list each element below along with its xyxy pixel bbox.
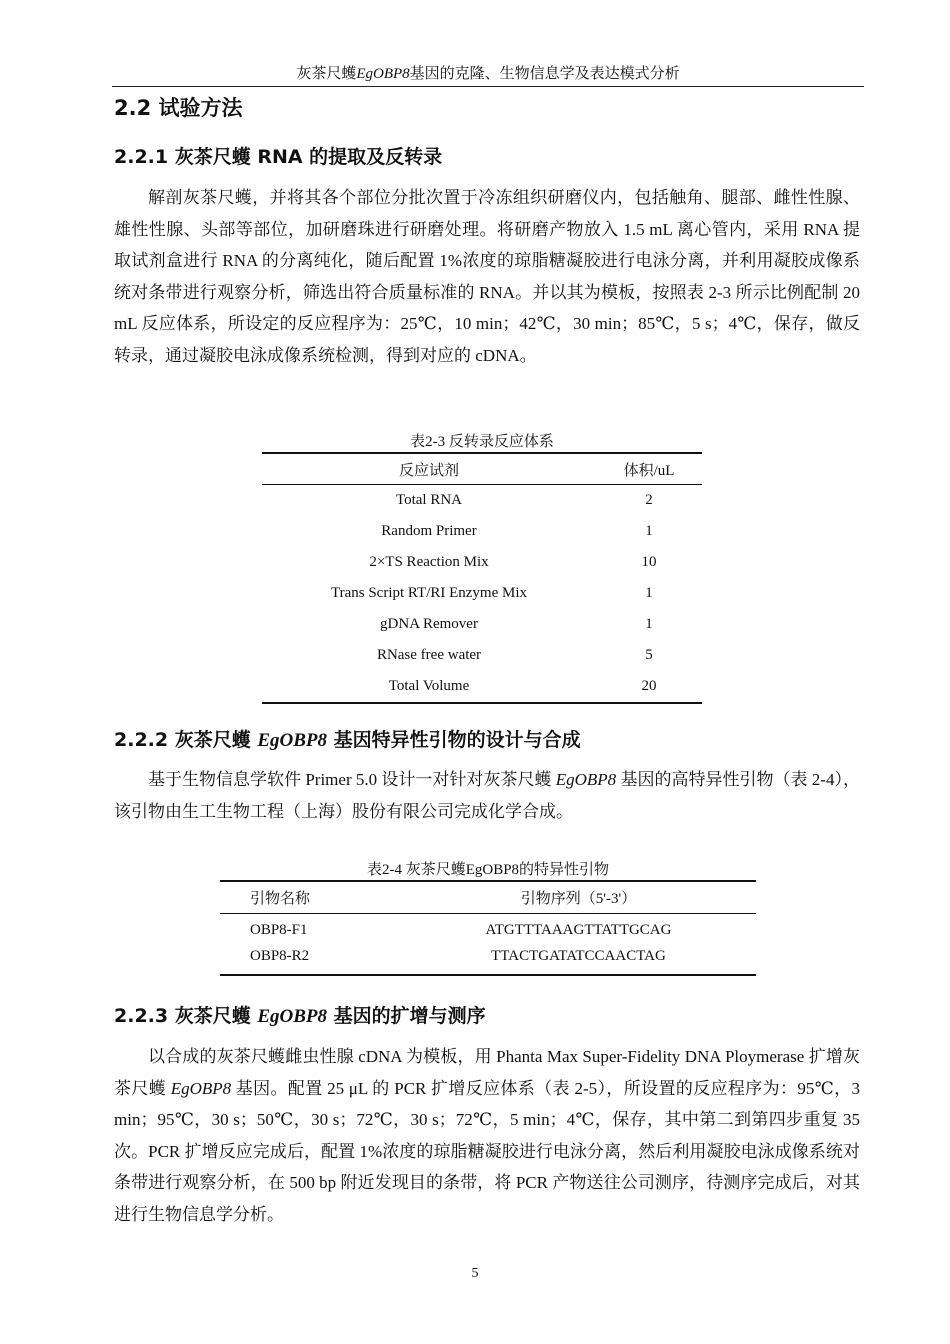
primer-table: [220, 880, 756, 976]
header-text-pre: 灰茶尺蠖: [296, 66, 357, 82]
reagent-cell: Random Primer: [381, 523, 477, 539]
table-2-3-caption: 表2-3 反转录反应体系: [410, 434, 554, 450]
table-header-row: [220, 881, 756, 914]
heading-gene-name: EgOBP8: [257, 1006, 328, 1027]
volume-cell: 1: [645, 523, 653, 539]
volume-cell: 10: [641, 554, 657, 570]
volume-cell: 2: [645, 492, 653, 508]
column-header-primer-name: 引物名称: [220, 881, 401, 914]
reagent-cell: RNase free water: [376, 647, 482, 663]
table-row: [220, 914, 756, 944]
reagent-cell: 2×TS Reaction Mix: [369, 554, 489, 570]
primer-name-cell: OBP8-R2: [220, 943, 401, 975]
paragraph-primer-design: [114, 764, 860, 827]
table-row: [262, 609, 702, 640]
table-row: [262, 516, 702, 547]
header-gene-name: EgOBP8: [356, 66, 410, 82]
running-header: [112, 62, 864, 87]
subsection-heading-3: [114, 1001, 486, 1028]
table-header-row: [262, 453, 702, 485]
column-header-reagent: 反应试剂: [262, 453, 596, 485]
header-text-post: 基因的克隆、生物信息学及表达模式分析: [409, 66, 680, 82]
para-gene-name: EgOBP8: [555, 770, 617, 789]
volume-cell: 5: [645, 647, 653, 663]
table-row: [262, 640, 702, 671]
primer-name-cell: OBP8-F1: [250, 921, 308, 938]
table-row: [220, 943, 756, 975]
table-row: [262, 671, 702, 703]
primer-sequence-cell: ATGTTTAAAGTTATTGCAG: [485, 921, 672, 938]
subsection-heading-1: 2.2.1 灰茶尺蠖 RNA 的提取及反转录: [114, 146, 443, 168]
reagent-cell: gDNA Remover: [380, 616, 478, 632]
para-gene-name: EgOBP8: [170, 1078, 232, 1098]
paragraph-rna-extraction: 解剖灰茶尺蠖，并将其各个部位分批次置于冷冻组织研磨仪内，包括触角、腿部、雌性性腺、雄性性腺、头部等部位，加研磨珠进行研磨处理。将研磨产物放入 1.5 mL 离心管内，采用 RNA 提取试剂盒进行 RNA 的分离纯化，随后配置 1%浓度的琼脂糖凝胶进行电泳分离，并利用凝胶成像系统对条带进行观察分析，筛选出符合质量标准的 RNA。并以其为模板，按照表 2-3 所示比例配制 20 mL 反应体系，所设定的反应程序为：25℃，10 min；42℃，30 min；85℃，5 s；4℃，保存，做反转录，通过凝胶电泳成像系统检测，得到对应的 cDNA。: [114, 188, 860, 365]
subsection-heading-2: [114, 725, 581, 752]
paragraph-amplification: [114, 1041, 860, 1230]
section-heading: 2.2 试验方法: [114, 96, 243, 120]
para-text-pre: 基于生物信息学软件 Primer 5.0 设计一对针对灰茶尺蠖: [148, 770, 556, 789]
volume-cell: 20: [596, 671, 702, 703]
volume-cell: 1: [645, 585, 653, 601]
heading-gene-name: EgOBP8: [257, 730, 328, 751]
volume-cell: 1: [645, 616, 653, 632]
reagent-cell: Trans Script RT/RI Enzyme Mix: [330, 585, 528, 601]
reagent-cell: Total Volume: [262, 671, 596, 703]
para-text-pre: 以合成的灰茶尺蠖雌虫性腺 cDNA 为模板，用 Phanta Max Super-Fidelity DNA Ploymerase 扩增灰茶尺蠖: [114, 1047, 860, 1098]
table-row: [262, 485, 702, 517]
column-header-volume: 体积/uL: [596, 453, 702, 485]
table-row: [262, 578, 702, 609]
para-text-post: 基因。配置 25 μL 的 PCR 扩增反应体系（表 2-5），所设置的反应程序为：95℃，3 min；95℃，30 s；50℃，30 s；72℃，30 s；72℃，5 min；4℃，保存，其中第二到第四步重复 35 次。PCR 扩增反应完成后，配置 1%浓度的琼脂糖凝胶进行电泳分离，然后利用凝胶电泳成像系统对条带进行观察分析，在 500 bp 附近发现目的条带，将 PCR 产物送往公司测序，待测序完成后，对其进行生物信息学分析。: [114, 1078, 860, 1224]
heading-text-pre: 2.2.2 灰茶尺蠖: [114, 729, 258, 751]
primer-sequence-cell: TTACTGATATCCAACTAG: [401, 943, 756, 975]
heading-text-post: 基因的扩增与测序: [327, 1005, 486, 1027]
reagent-cell: Total RNA: [395, 492, 463, 508]
heading-text-pre: 2.2.3 灰茶尺蠖: [114, 1005, 258, 1027]
heading-text-post: 基因特异性引物的设计与合成: [327, 729, 581, 751]
reverse-transcription-table: [262, 452, 702, 704]
page-number: 5: [471, 1266, 479, 1281]
column-header-primer-sequence: 引物序列（5'-3'）: [401, 881, 756, 914]
table-row: [262, 547, 702, 578]
para-text-post: 基因的高特异性引物（表 2-4），该引物由生工生物工程（上海）股份有限公司完成化学合成。: [114, 770, 860, 821]
table-2-4-caption: 表2-4 灰茶尺蠖EgOBP8的特异性引物: [366, 862, 610, 878]
